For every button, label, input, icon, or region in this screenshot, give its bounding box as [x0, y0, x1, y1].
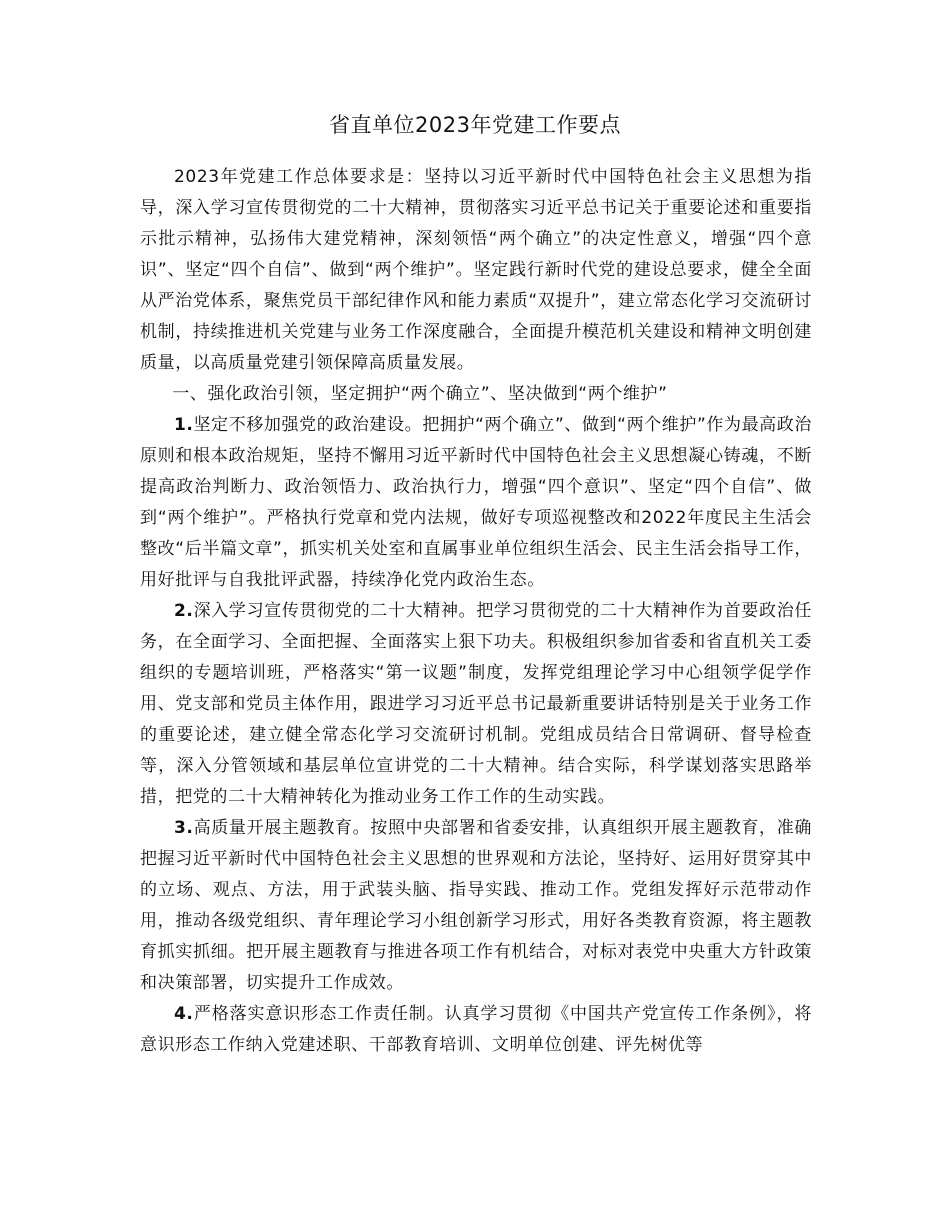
list-item [140, 410, 812, 596]
list-item [140, 813, 812, 999]
item-number: 3. [174, 818, 194, 838]
section-heading: 一、强化政治引领，坚定拥护“两个确立”、坚决做到“两个维护” [172, 384, 668, 404]
intro-paragraph: 2023年党建工作总体要求是：坚持以习近平新时代中国特色社会主义思想为指导，深入学习宣传贯彻党的二十大精神，贯彻落实习近平总书记关于重要论述和重要指示批示精神，弘扬伟大建党精神，深刻领悟“两个确立”的决定性意义，增强“四个意识”、坚定“四个自信”、做到“两个维护”。坚定践行新时代党的建设总要求，健全全面从严治党体系，聚焦党员干部纪律作风和能力素质“双提升”，建立常态化学习交流研讨机制，持续推进机关党建与业务工作深度融合，全面提升模范机关建设和精神文明创建质量，以高质量党建引领保障高质量发展。 [140, 167, 812, 373]
document-body [140, 162, 812, 1061]
item-number: 2. [174, 601, 194, 621]
item-text: 坚定不移加强党的政治建设。把拥护“两个确立”、做到“两个维护”作为最高政治原则和根本政治规矩，坚持不懈用习近平新时代中国特色社会主义思想凝心铸魂，不断提高政治判断力、政治领悟力、政治执行力，增强“四个意识”、坚定“四个自信”、做到“两个维护”。严格执行党章和党内法规，做好专项巡视整改和2022年度民主生活会整改“后半篇文章”，抓实机关处室和直属事业单位组织生活会、民主生活会指导工作，用好批评与自我批评武器，持续净化党内政治生态。 [140, 415, 812, 590]
page-title: 省直单位2023年党建工作要点 [329, 113, 621, 137]
item-text: 深入学习宣传贯彻党的二十大精神。把学习贯彻党的二十大精神作为首要政治任务，在全面学习、全面把握、全面落实上狠下功夫。积极组织参加省委和省直机关工委组织的专题培训班，严格落实“第一议题”制度，发挥党组理论学习中心组领学促学作用、党支部和党员主体作用，跟进学习习近平总书记最新重要讲话特别是关于业务工作的重要论述，建立健全常态化学习交流研讨机制。党组成员结合日常调研、督导检查等，深入分管领域和基层单位宣讲党的二十大精神。结合实际，科学谋划落实思路举措，把党的二十大精神转化为推动业务工作工作的生动实践。 [140, 601, 812, 807]
item-text: 严格落实意识形态工作责任制。认真学习贯彻《中国共产党宣传工作条例》，将意识形态工作纳入党建述职、干部教育培训、文明单位创建、评先树优等 [140, 1004, 812, 1055]
list-item [140, 999, 812, 1061]
item-text: 高质量开展主题教育。按照中央部署和省委安排，认真组织开展主题教育，准确把握习近平新时代中国特色社会主义思想的世界观和方法论，坚持好、运用好贯穿其中的立场、观点、方法，用于武装头脑、指导实践、推动工作。党组发挥好示范带动作用，推动各级党组织、青年理论学习小组创新学习形式，用好各类教育资源，将主题教育抓实抓细。把开展主题教育与推进各项工作有机结合，对标对表党中央重大方针政策和决策部署，切实提升工作成效。 [140, 818, 812, 993]
list-item [140, 596, 812, 813]
item-number: 4. [174, 1004, 194, 1024]
item-number: 1. [174, 415, 194, 435]
